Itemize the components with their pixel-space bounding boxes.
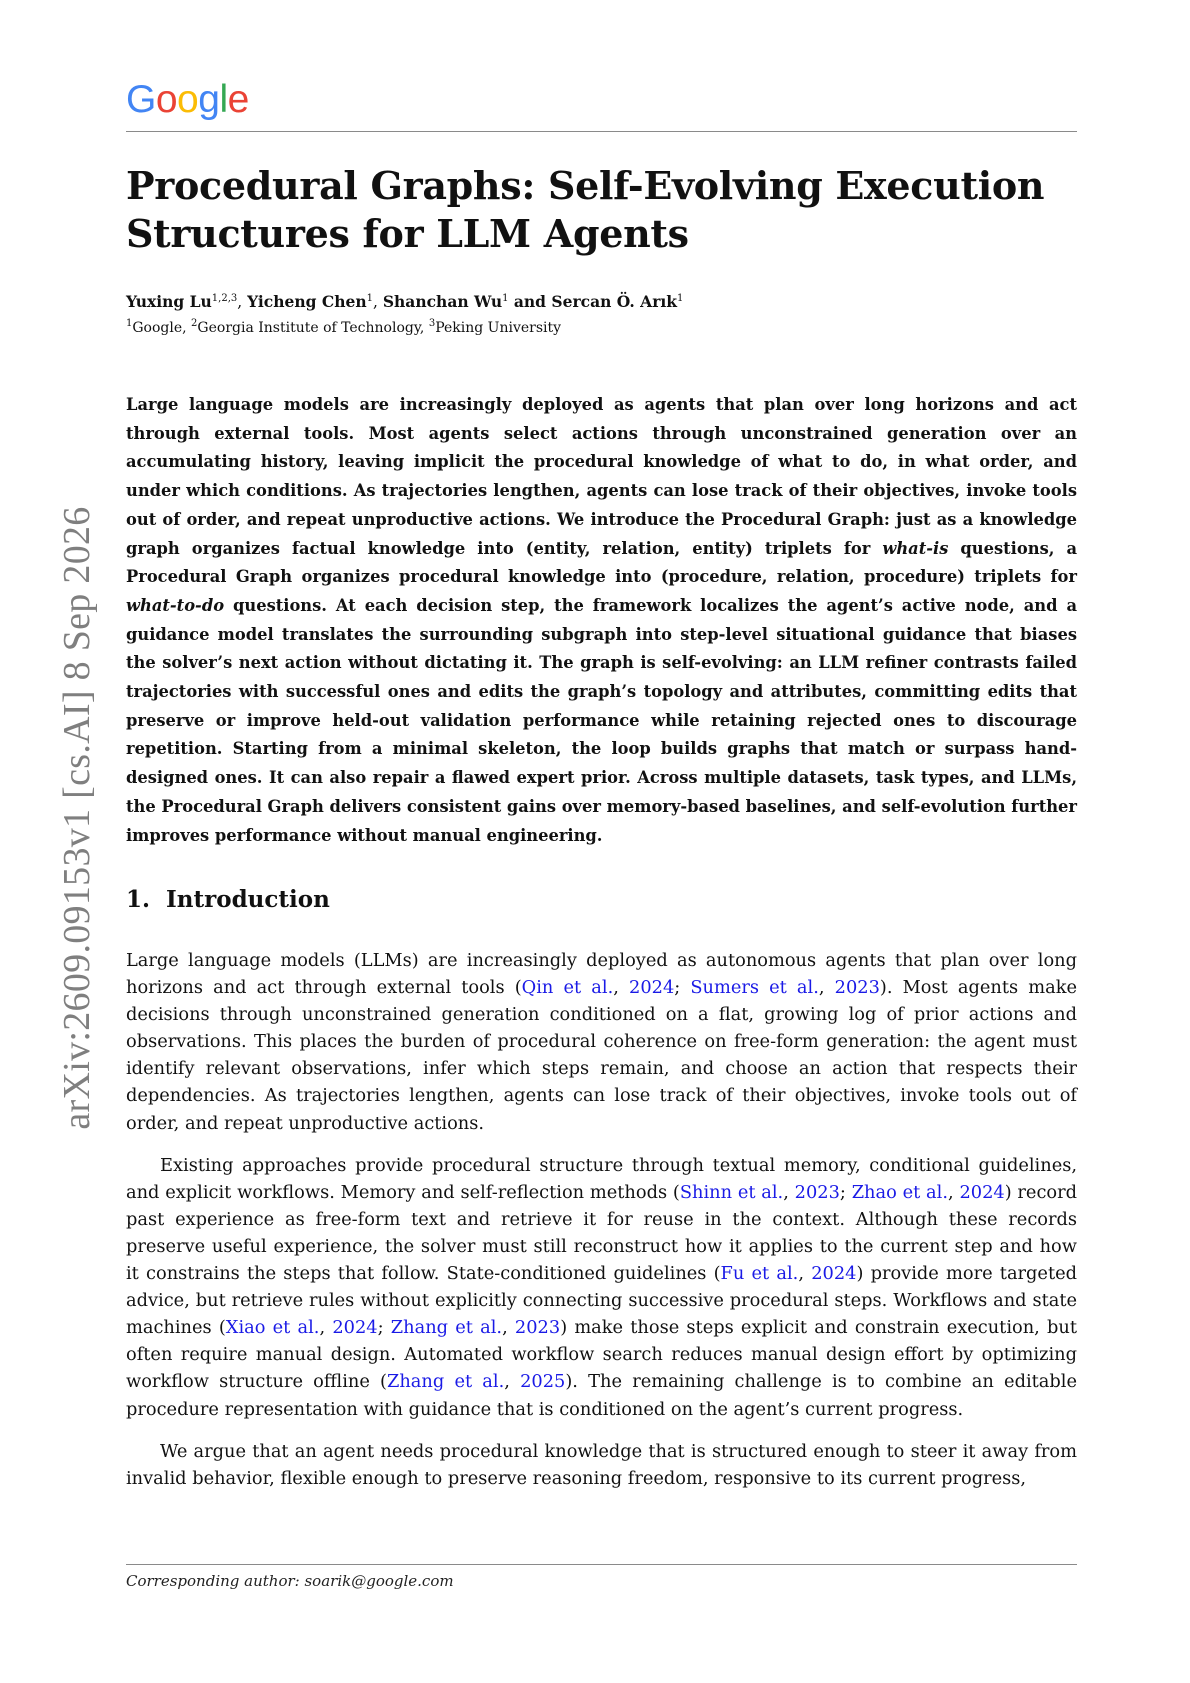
citation-link[interactable]: Sumers et al. [690,977,819,999]
affiliation-mark: 2 [191,318,198,329]
author-affiliation-mark: 1 [502,293,509,304]
citation-link[interactable]: 2023 [514,1317,561,1339]
citation-link[interactable]: 2024 [332,1317,378,1339]
section-title: Introduction [166,886,330,913]
paragraph: We argue that an agent needs procedural knowledge that is structured enough to steer it away from invalid behavior, flexible enough to preserve reasoning freedom, responsive to its current progress, [126,1440,1077,1489]
logo-letter: g [198,78,220,121]
author-affiliation-mark: 1 [366,293,373,304]
citation-link[interactable]: 2023 [794,1181,840,1203]
author-name: Sercan Ö. Arık [551,292,677,311]
header-rule [126,131,1077,132]
author-email: soarik@google.com [304,1572,454,1590]
affiliation-mark: 1 [126,318,133,329]
paragraph: Existing approaches provide procedural structure through textual memory, conditional guidelines, and explicit workflows. Memory and self-reflection methods (Shinn et al., 2023; Zhao et al., 2024) record past experience as free-form text and retrieve it for reuse in the context. Although these records preserve useful experience, the solver must still reconstruct how it applies to the current step and how it constrains the steps that follow. State-conditioned guidelines (Fu et al., 2024) provide more targeted advice, but retrieve rules without explicitly connecting successive procedural steps. Workflows and state machines (Xiao et al., 2024; Zhang et al., 2023) make those steps explicit and constrain execution, but often require manual design. Automated workflow search reduces manual design effort by optimizing workflow structure offline (Zhang et al., 2025). The remaining challenge is to combine an editable procedure representation with guidance that is conditioned on the agent’s current progress. [126,1154,1078,1420]
citation-link[interactable]: Zhang et al. [387,1371,505,1393]
abstract: Large language models are increasingly deployed as agents that plan over long horizons and act through external tools. Most agents select actions through unconstrained generation over an accumulating history, leaving implicit the procedural knowledge of what to do, in what order, and under which conditions. As trajectories lengthen, agents can lose track of their objectives, invoke tools out of order, and repeat unproductive actions. We introduce the Procedural Graph: just as a knowledge graph organizes factual knowledge into (entity, relation, entity) triplets for what-is questions, a Procedural Graph organizes procedural knowledge into (procedure, relation, procedure) triplets for what-to-do questions. At each decision step, the framework localizes the agent’s active node, and a guidance model translates the surrounding subgraph into step-level situational guidance that biases the solver’s next action without dictating it. The graph is self-evolving: an LLM refiner contrasts failed trajectories with successful ones and edits the graph’s topology and attributes, committing edits that preserve or improve held-out validation performance while retaining rejected ones to discourage repetition. Starting from a minimal skeleton, the loop builds graphs that match or surpass hand-designed ones. It can also repair a flawed expert prior. Across multiple datasets, task types, and LLMs, the Procedural Graph delivers consistent gains over memory-based baselines, and self-evolution further improves performance without manual engineering. [126,395,1077,845]
corresponding-author-note: Corresponding author: soarik@google.com [126,1572,454,1590]
arxiv-stamp: arXiv:2609.09153v1 [cs.AI] 8 Sep 2026 [56,506,98,1130]
citation-link[interactable]: Shinn et al. [679,1181,784,1203]
logo-letter: o [177,78,199,121]
citation-link[interactable]: Qin et al. [521,977,614,999]
affiliation-name: Peking University [435,320,562,336]
footnote-rule [126,1564,1077,1565]
logo-letter: G [126,78,156,121]
citation-link[interactable]: 2024 [629,977,675,999]
citation-link[interactable]: Zhang et al. [390,1317,503,1339]
citation-link[interactable]: Zhao et al. [851,1181,948,1203]
citation-link[interactable]: 2024 [959,1181,1005,1203]
citation-link[interactable]: 2023 [834,977,880,999]
citation-link[interactable]: Xiao et al. [225,1317,320,1339]
logo-letter: o [155,78,178,121]
affiliations [126,320,561,336]
author-name: Yuxing Lu [126,292,212,311]
section-heading [126,886,330,913]
affiliation-name: Google, [132,320,192,336]
abstract-emphasis: what-to-do [126,595,225,615]
author-name: Shanchan Wu [382,292,503,311]
citation-link[interactable]: 2024 [811,1263,857,1285]
affiliation-mark: 3 [428,318,436,329]
author-affiliation-mark: 1,2,3 [211,293,238,304]
section-number: 1. [126,886,151,913]
google-logo [126,80,249,119]
abstract-emphasis: what-is [882,538,949,558]
logo-letter: e [227,78,249,121]
citation-link[interactable]: 2025 [520,1371,566,1393]
author-affiliation-mark: 1 [677,293,684,304]
logo-letter: l [219,78,228,121]
citation-link[interactable]: Fu et al. [720,1263,799,1285]
paragraph: Large language models (LLMs) are increasingly deployed as autonomous agents that plan over long horizons and act through external tools (Qin et al., 2024; Sumers et al., 2023). Most agents make decisions through unconstrained generation conditioned on a flat, growing log of prior actions and observations. This places the burden of procedural coherence on free-form generation: the agent must identify relevant observations, infer which steps remain, and choose an action that respects their dependencies. As trajectories lengthen, agents can lose track of their objectives, invoke tools out of order, and repeat unproductive actions. [126,950,1077,1134]
paper-title: Procedural Graphs: Self-Evolving Execution Structures for LLM Agents [126,163,1045,256]
author-name: Yicheng Chen [247,292,367,311]
author-list: Yuxing Lu$^{1,2,3}$, Yicheng Chen$^1$, Shanchan Wu$^1$ and Sercan Ö. Arık$^1$ [126,292,684,311]
introduction-body [126,947,1077,1507]
affiliation-name: Georgia Institute of Technology, [197,320,429,336]
